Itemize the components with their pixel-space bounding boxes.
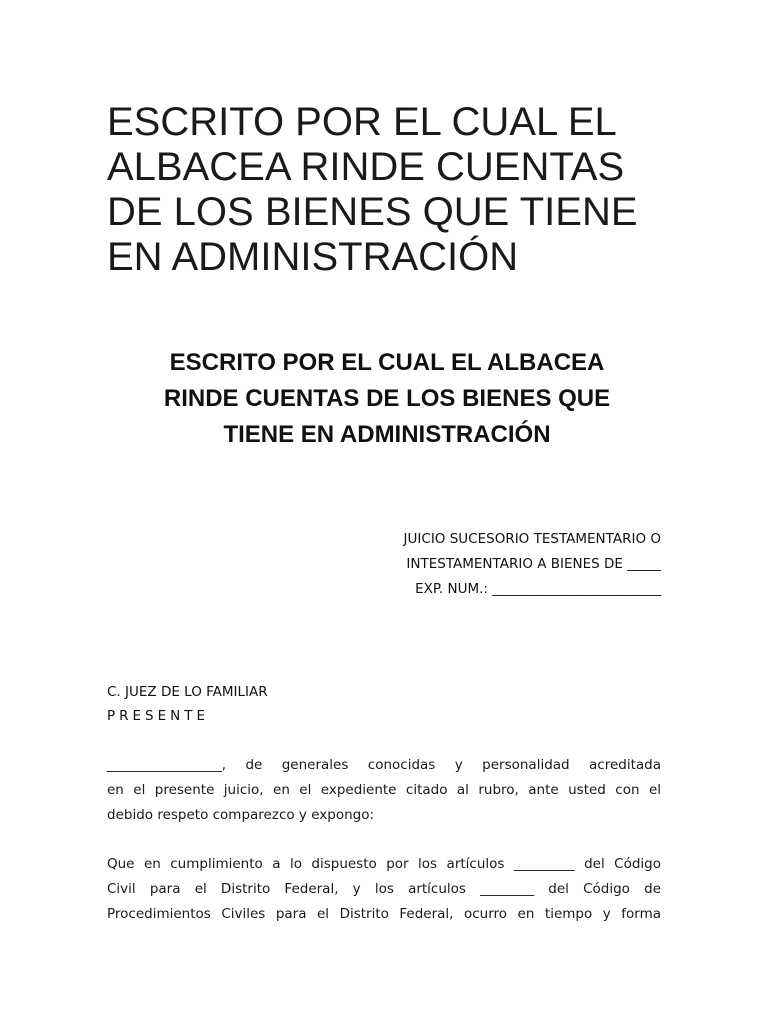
- sub-title-line: RINDE CUENTAS DE LOS BIENES QUE: [163, 385, 611, 412]
- sub-title-line: TIENE EN ADMINISTRACIÓN: [223, 421, 551, 448]
- main-title-line: ESCRITO POR EL CUAL EL: [107, 100, 617, 144]
- sub-title: [107, 345, 667, 453]
- paragraph-intro: [107, 753, 661, 828]
- presente-line: PRESENTE: [107, 708, 210, 724]
- paragraph-line: Civil para el Distrito Federal, y los artículos ________ del Código de: [107, 881, 661, 897]
- main-title: [107, 100, 667, 280]
- sub-title-line: ESCRITO POR EL CUAL EL ALBACEA: [169, 349, 605, 376]
- case-line: INTESTAMENTARIO A BIENES DE _____: [406, 556, 661, 572]
- paragraph-line: _________________, de generales conocidas y personalidad acreditada: [107, 757, 661, 773]
- paragraph-body: [107, 852, 661, 927]
- case-reference: [404, 527, 661, 602]
- main-title-line: DE LOS BIENES QUE TIENE: [107, 190, 638, 234]
- paragraph-line: Procedimientos Civiles para el Distrito Federal, ocurro en tiempo y forma: [107, 906, 661, 922]
- paragraph-line: en el presente juicio, en el expediente citado al rubro, ante usted con el: [107, 782, 661, 798]
- addressee-block: [107, 680, 268, 728]
- case-line: EXP. NUM.: _________________________: [415, 581, 661, 597]
- main-title-line: ALBACEA RINDE CUENTAS: [107, 145, 625, 189]
- case-line: JUICIO SUCESORIO TESTAMENTARIO O: [403, 531, 661, 547]
- addressee-line: C. JUEZ DE LO FAMILIAR: [107, 684, 268, 700]
- main-title-line: EN ADMINISTRACIÓN: [107, 235, 519, 279]
- paragraph-line: debido respeto comparezco y expongo:: [107, 807, 375, 823]
- paragraph-line: Que en cumplimiento a lo dispuesto por los artículos _________ del Código: [107, 856, 661, 872]
